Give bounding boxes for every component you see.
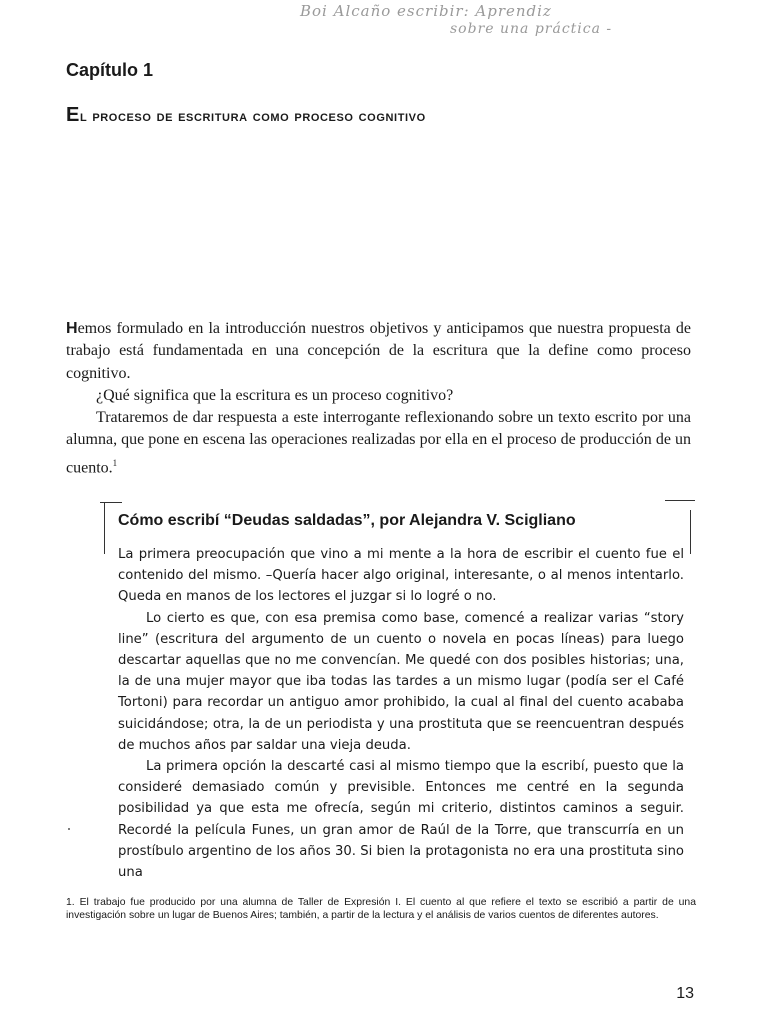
page-number: 13 [676, 985, 694, 1002]
excerpt-body [118, 544, 684, 883]
excerpt-paragraph-2: Lo cierto es que, con esa premisa como base, comencé a realizar varias “story line” (escritura del argumento de un cuento o novela en pocas líneas) para luego descartar aquellas que no me convencían. Me quedé con dos posibles historias; una, la de una mujer mayor que iba todas las tardes a un mismo lugar (podía ser el Café Tortoni) para recordar un antiguo amor prohibido, la cual al final del cuento acababa suicidándose; otra, la de un periodista y una prostituta que se reencuentran después de muchos años par saldar una vieja deuda. [118, 610, 684, 753]
chapter-label: Capítulo 1 [66, 60, 154, 80]
intro-section [66, 318, 691, 479]
frame-rule-right [690, 510, 691, 554]
excerpt-paragraph-1: La primera preocupación que vino a mi mente a la hora de escribir el cuento fue el contenido del mismo. –Quería hacer algo original, interesante, o al menos intentarlo. Queda en manos de los lectores el juzgar si lo logré o no. [118, 547, 684, 605]
excerpt-title: Cómo escribí “Deudas saldadas”, por Alejandra V. Scigliano [118, 512, 576, 529]
excerpt-paragraph-3: La primera opción la descarté casi al mismo tiempo que la escribí, puesto que la consideré demasiado común y previsible. Entonces me centré en la segunda posibilidad ya que esta me ofrecía, según mi criterio, distintos caminos a seguir. Recordé la película Funes, un gran amor de Raúl de la Torre, que transcurría en un prostíbulo argentino de los años 30. Si bien la protagonista no era una prostituta sino una [118, 759, 684, 881]
frame-corner-top-left [100, 502, 122, 503]
handwritten-note-line1: Boi Alcaño escribir: Aprendiz [300, 2, 552, 20]
handwritten-note-line2: sobre una práctica - [450, 21, 613, 37]
footnote: 1. El trabajo fue producido por una alumna de Taller de Expresión I. El cuento al que refiere el texto se escribió a partir de una investigación sobre un lugar de Buenos Aires; también, a partir de la lectura y el análisis de varios cuentos de diferentes autores. [66, 897, 696, 921]
chapter-title: El proceso de escritura como proceso cognitivo [66, 104, 426, 126]
frame-corner-top-right [665, 500, 695, 501]
intro-paragraph-2: ¿Qué significa que la escritura es un proceso cognitivo? [96, 386, 454, 404]
intro-paragraph-3-text: Trataremos de dar respuesta a este interrogante reflexionando sobre un texto escrito por una alumna, que pone en escena las operaciones realizadas por ella en el proceso de producción de un cuento. [66, 409, 691, 477]
scan-speck [68, 828, 70, 830]
intro-paragraph-1 [66, 318, 691, 385]
handwritten-note [300, 0, 760, 40]
intro-paragraph-3 [66, 407, 691, 479]
footnote-reference[interactable]: 1 [112, 457, 118, 468]
frame-rule-left [104, 502, 105, 554]
intro-paragraph-1-text: emos formulado en la introducción nuestros objetivos y anticipamos que nuestra propuesta de trabajo está fundamentada en una concepción de la escritura que la define como proceso cognitivo. [66, 320, 691, 382]
intro-initial-letter: H [66, 320, 78, 337]
